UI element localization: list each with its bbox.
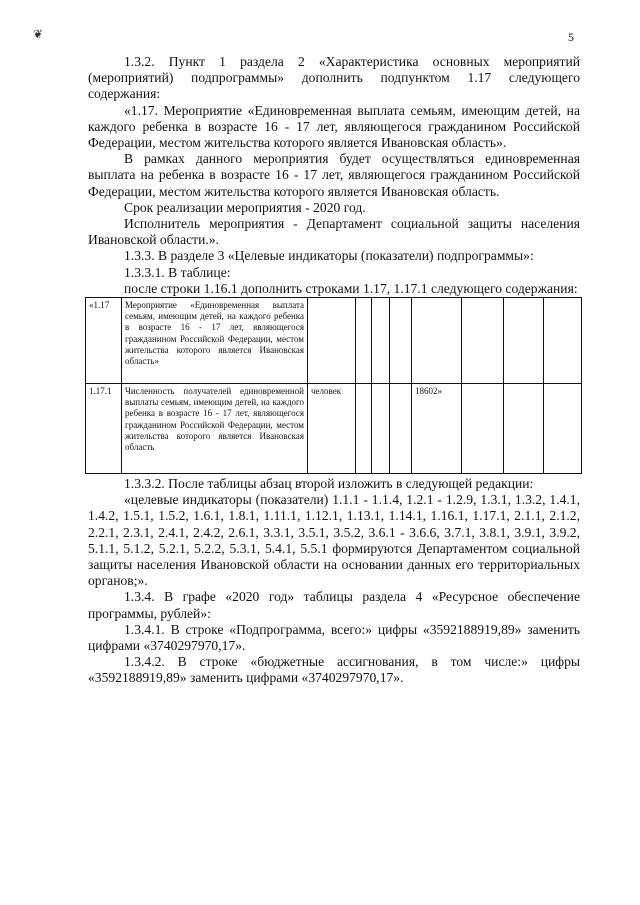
paragraph-1-3-2: 1.3.2. Пункт 1 раздела 2 «Характеристика основных мероприятий (мероприятий) подпрограммы» дополнить подпунктом 1.17 следующего содержания: (88, 54, 580, 102)
paragraph-1-3-3-1: 1.3.3.1. В таблице: (124, 264, 231, 280)
paragraph-1-17: «1.17. Мероприятие «Единовременная выплата семьям, имеющим детей, на каждого ребенка в возрасте 16 - 17 лет, являющегося гражданином Российской Федерации, местом жительства которого является Ивановская область». (88, 102, 580, 151)
row-description: Мероприятие «Единовременная выплата семьям, имеющим детей, на каждого ребенка в возрасте 16 - 17 лет, являющегося гражданином Российской Федерации, местом жительства которого является Ивановская область» (122, 298, 308, 384)
paragraph-indicators-list: «целевые индикаторы (показатели) 1.1.1 - 1.1.4, 1.2.1 - 1.2.9, 1.3.1, 1.3.2, 1.4.1, 1.4.2, 1.5.1, 1.5.2, 1.6.1, 1.8.1, 1.11.1, 1.12.1, 1.13.1, 1.14.1, 1.16.1, 1.17.1, 2.1.1, 2.1.2, 2.2.1, 2.3.1, 2.4.1, 2.4.2, 2.6.1, 3.3.1, 3.5.1, 3.5.2, 3.6.1 - 3.6.6, 3.7.1, 3.8.1, 3.9.1, 3.9.2, 5.1.1, 5.1.2, 5.2.1, 5.2.2, 5.3.1, 5.4.1, 5.5.1 формируются Департаментом социальной защиты населения Ивановской области на основании данных его территориальных органов;». (88, 492, 580, 589)
paragraph-deadline: Срок реализации мероприятия - 2020 год. (124, 199, 366, 215)
row-value-cell (390, 384, 412, 474)
row-value-cell (544, 384, 582, 474)
table-row (86, 298, 582, 384)
row-number: «1.17 (86, 298, 122, 384)
row-value-cell (462, 298, 504, 384)
row-number: 1.17.1 (86, 384, 122, 474)
row-value-cell (412, 298, 462, 384)
row-value-cell (504, 384, 544, 474)
paragraph-add-rows: после строки 1.16.1 дополнить строками 1.17, 1.17.1 следующего содержания: (124, 280, 578, 296)
table-row (86, 384, 582, 474)
corner-mark: ❦ (33, 27, 44, 41)
indicators-table (85, 297, 582, 474)
row-value-cell (372, 298, 390, 384)
paragraph-1-3-4: 1.3.4. В графе «2020 год» таблицы раздела 4 «Ресурсное обеспечение программы, рублей»: (88, 589, 580, 621)
row-unit (308, 298, 356, 384)
row-value-cell (356, 384, 372, 474)
row-description: Численность получателей единовременной выплаты семьям, имеющим детей, на каждого ребенка в возрасте 16 - 17 лет, являющегося гражданином Российской Федерации, местом жительства которого является Ивановская область (122, 384, 308, 474)
paragraph-1-3-3: 1.3.3. В разделе 3 «Целевые индикаторы (показатели) подпрограммы»: (124, 248, 534, 264)
row-value-cell (504, 298, 544, 384)
row-value-cell (356, 298, 372, 384)
document-body (88, 54, 580, 687)
row-value-cell (544, 298, 582, 384)
row-value-cell (390, 298, 412, 384)
row-value-cell (462, 384, 504, 474)
row-unit: человек (308, 384, 356, 474)
paragraph-1-3-3-2: 1.3.3.2. После таблицы абзац второй изложить в следующей редакции: (124, 476, 534, 492)
page-number: 5 (568, 30, 574, 44)
row-value-cell: 18602» (412, 384, 462, 474)
paragraph-1-3-4-2: 1.3.4.2. В строке «бюджетные ассигнования, в том числе:» цифры «3592188919,89» заменить цифрами «3740297970,17». (88, 654, 580, 686)
paragraph-1-3-4-1: 1.3.4.1. В строке «Подпрограмма, всего:» цифры «3592188919,89» заменить цифрами «3740297970,17». (88, 621, 580, 654)
paragraph-executor: Исполнитель мероприятия - Департамент социальной защиты населения Ивановской области.». (88, 216, 580, 248)
row-value-cell (372, 384, 390, 474)
paragraph-measure-scope: В рамках данного мероприятия будет осуществляться единовременная выплата на ребенка в возрасте 16 - 17 лет, являющегося гражданином Российской Федерации, местом жительства которого является Ивановская область. (88, 151, 580, 199)
